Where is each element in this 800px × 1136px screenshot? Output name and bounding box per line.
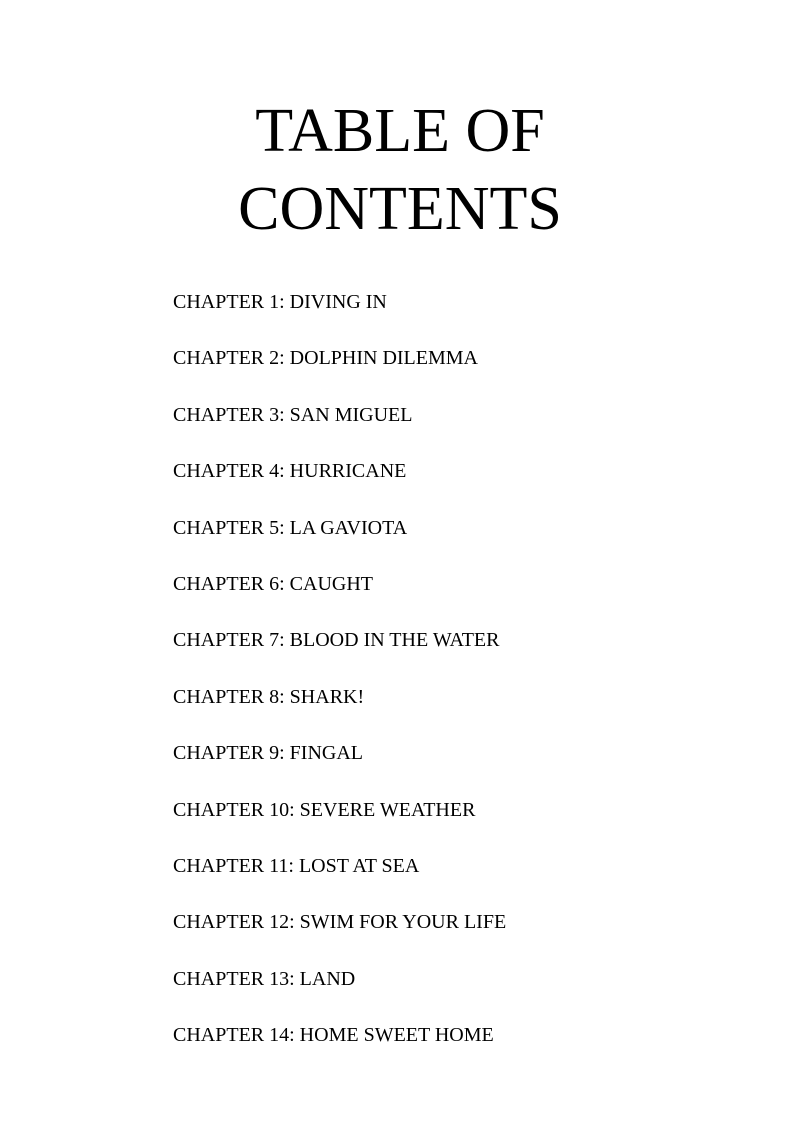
toc-entry-chapter-13: CHAPTER 13: LAND — [173, 967, 356, 990]
toc-entry-chapter-4: CHAPTER 4: HURRICANE — [173, 460, 407, 483]
toc-entry-chapter-8: CHAPTER 8: SHARK! — [173, 685, 365, 708]
page-title — [0, 92, 800, 248]
title-line-2: CONTENTS — [238, 175, 562, 243]
toc-entry-chapter-10: CHAPTER 10: SEVERE WEATHER — [173, 798, 476, 821]
toc-entry-chapter-1: CHAPTER 1: DIVING IN — [173, 291, 387, 313]
toc-entry-chapter-6: CHAPTER 6: CAUGHT — [173, 572, 374, 595]
toc-entry-chapter-11: CHAPTER 11: LOST AT SEA — [173, 854, 420, 877]
toc-entry-chapter-3: CHAPTER 3: SAN MIGUEL — [173, 403, 413, 426]
toc-entry-chapter-14: CHAPTER 14: HOME SWEET HOME — [173, 1024, 494, 1047]
toc-entry-chapter-5: CHAPTER 5: LA GAVIOTA — [173, 516, 408, 539]
toc-entry-chapter-2: CHAPTER 2: DOLPHIN DILEMMA — [173, 347, 478, 370]
table-of-contents — [173, 288, 506, 1077]
title-line-1: TABLE OF — [255, 97, 545, 165]
toc-entry-chapter-7: CHAPTER 7: BLOOD IN THE WATER — [173, 629, 500, 652]
toc-entry-chapter-12: CHAPTER 12: SWIM FOR YOUR LIFE — [173, 911, 507, 934]
toc-entry-chapter-9: CHAPTER 9: FINGAL — [173, 742, 364, 765]
